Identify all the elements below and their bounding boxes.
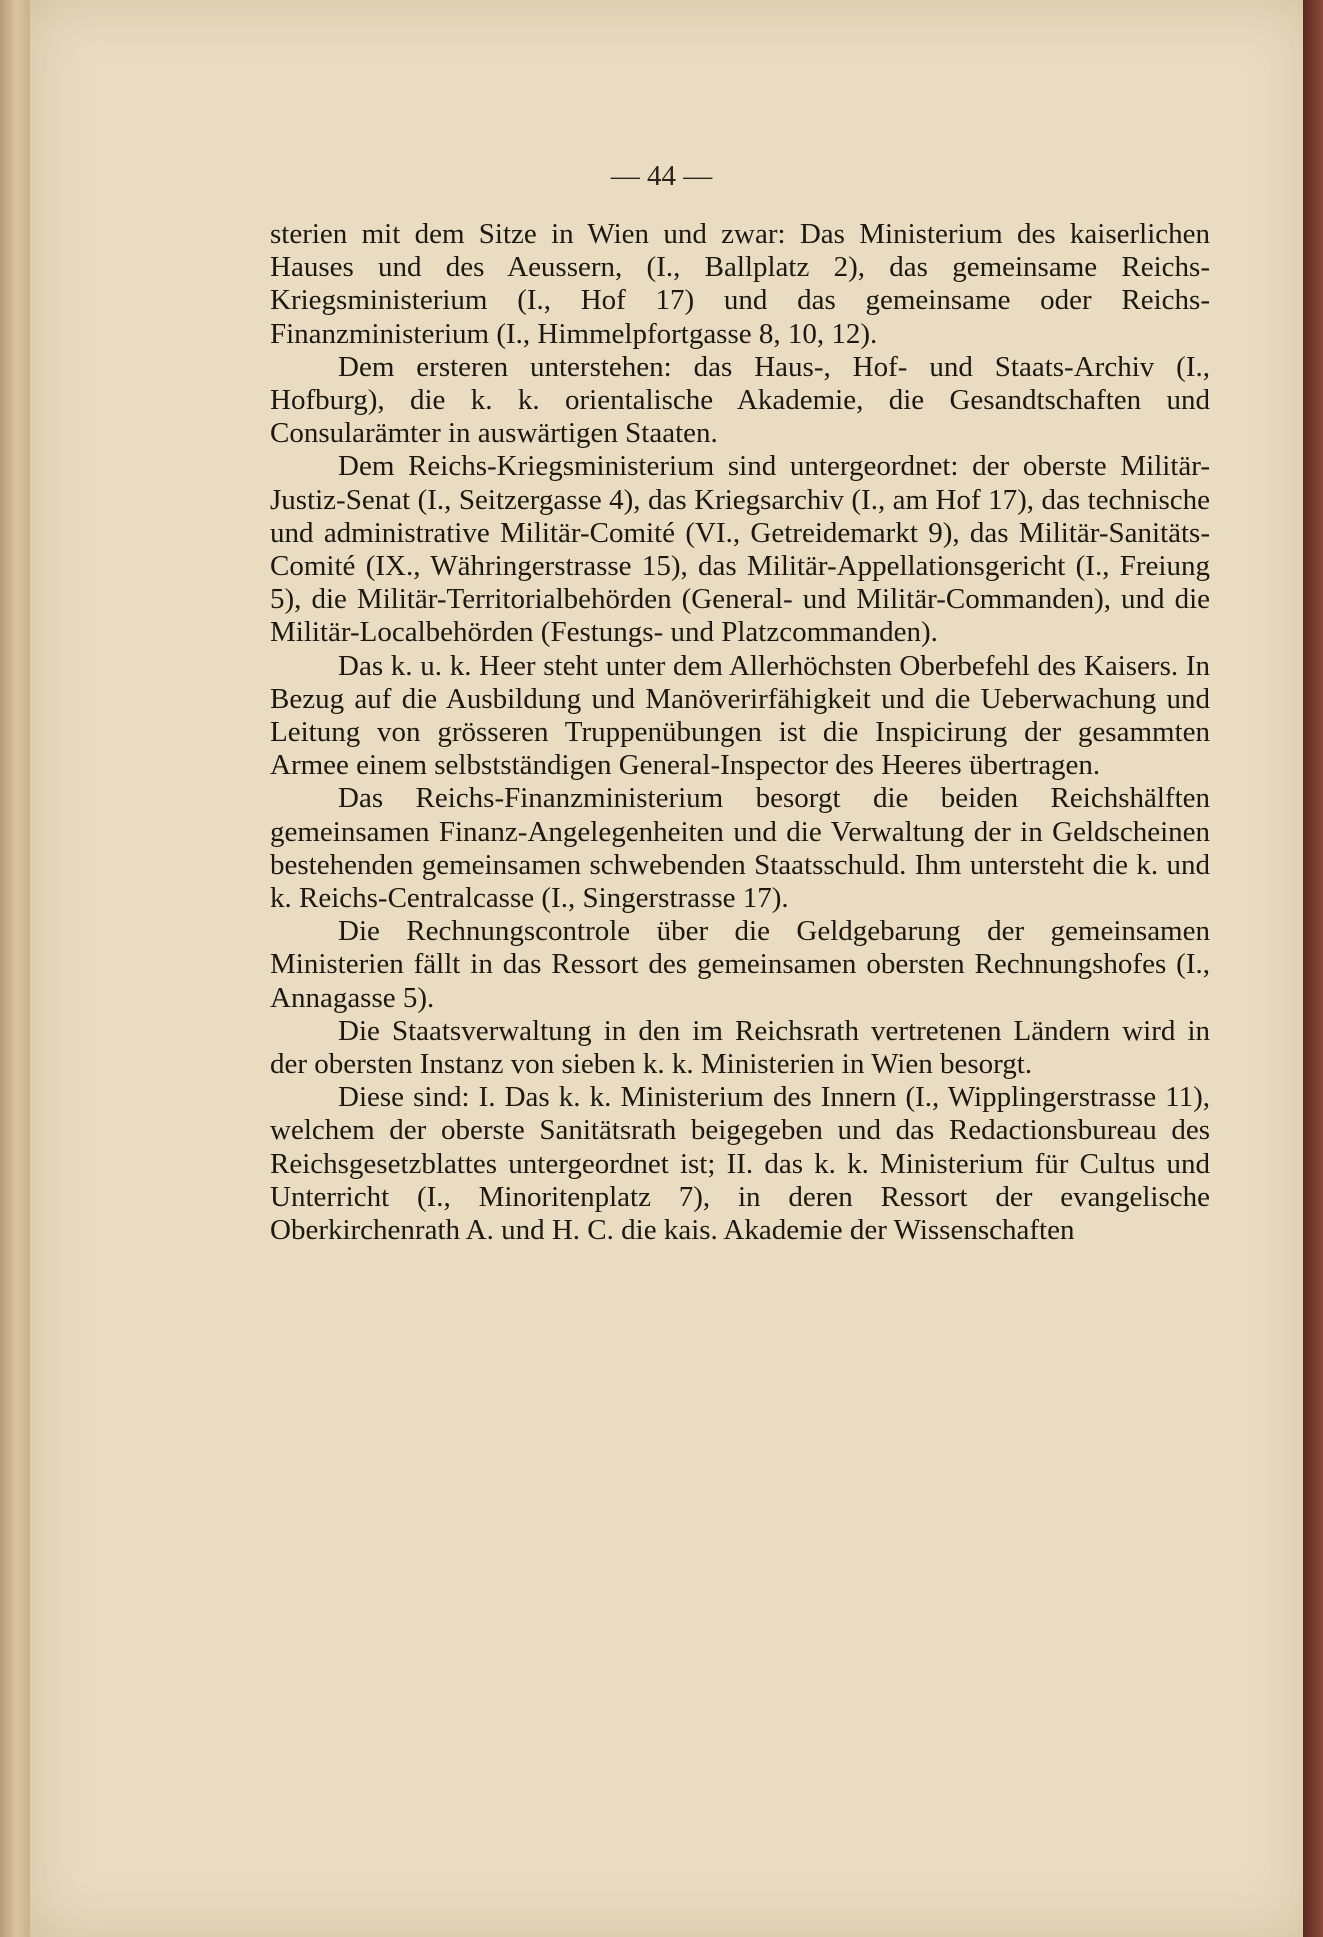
page-number: — 44 — [610, 160, 713, 192]
paragraph: Dem ersteren unterstehen: das Haus-, Hof- und Staats-Archiv (I., Hofburg), die k. k. orientalische Akademie, die Gesandtschaften und Consularämter in auswärtigen Staaten. [270, 350, 1210, 450]
paragraph: sterien mit dem Sitze in Wien und zwar: Das Ministerium des kaiserlichen Hauses und des Aeussern, (I., Ballplatz 2), das gemeinsame Reichs-Kriegsministerium (I., Hof 17) und das gemeinsame oder Reichs-Finanzministerium (I., Himmelpfortgasse 8, 10, 12). [270, 218, 1210, 350]
paragraph: Das Reichs-Finanzministerium besorgt die beiden Reichshälften gemeinsamen Finanz-Angelegenheiten und die Verwaltung der in Geldscheinen bestehenden gemeinsamen schwebenden Staatsschuld. Ihm untersteht die k. und k. Reichs-Centralcasse (I., Singerstrasse 17). [270, 782, 1210, 915]
paragraph: Das k. u. k. Heer steht unter dem Allerhöchsten Oberbefehl des Kaisers. In Bezug auf die Ausbildung und Manöverirfähigkeit und die Ueberwachung und Leitung von grösseren Truppenübungen ist die Inspicirung der gesammten Armee einem selbstständigen General-Inspector des Heeres übertragen. [270, 649, 1210, 782]
paragraph: Die Staatsverwaltung in den im Reichsrath vertretenen Ländern wird in der obersten Instanz von sieben k. k. Ministerien in Wien besorgt. [270, 1014, 1210, 1081]
body-text [270, 218, 1210, 1247]
book-cover-edge [1303, 0, 1323, 1937]
paragraph: Diese sind: I. Das k. k. Ministerium des Innern (I., Wipplingerstrasse 11), welchem der oberste Sanitätsrath beigegeben und das Redactionsbureau des Reichsgesetzblattes untergeordnet ist; II. das k. k. Ministerium für Cultus und Unterricht (I., Minoritenplatz 7), in deren Ressort der evangelische Oberkirchenrath A. und H. C. die kais. Akademie der Wissenschaften [270, 1081, 1210, 1247]
paragraph: Die Rechnungscontrole über die Geldgebarung der gemeinsamen Ministerien fällt in das Ressort des gemeinsamen obersten Rechnungshofes (I., Annagasse 5). [270, 915, 1210, 1014]
paragraph: Dem Reichs-Kriegsministerium sind untergeordnet: der oberste Militär-Justiz-Senat (I., Seitzergasse 4), das Kriegsarchiv (I., am Hof 17), das technische und administrative Militär-Comité (VI., Getreidemarkt 9), das Militär-Sanitäts-Comité (IX., Währingerstrasse 15), das Militär-Appellationsgericht (I., Freiung 5), die Militär-Territorialbehörden (General- und Militär-Commanden), und die Militär-Localbehörden (Festungs- und Platzcommanden). [270, 450, 1210, 649]
